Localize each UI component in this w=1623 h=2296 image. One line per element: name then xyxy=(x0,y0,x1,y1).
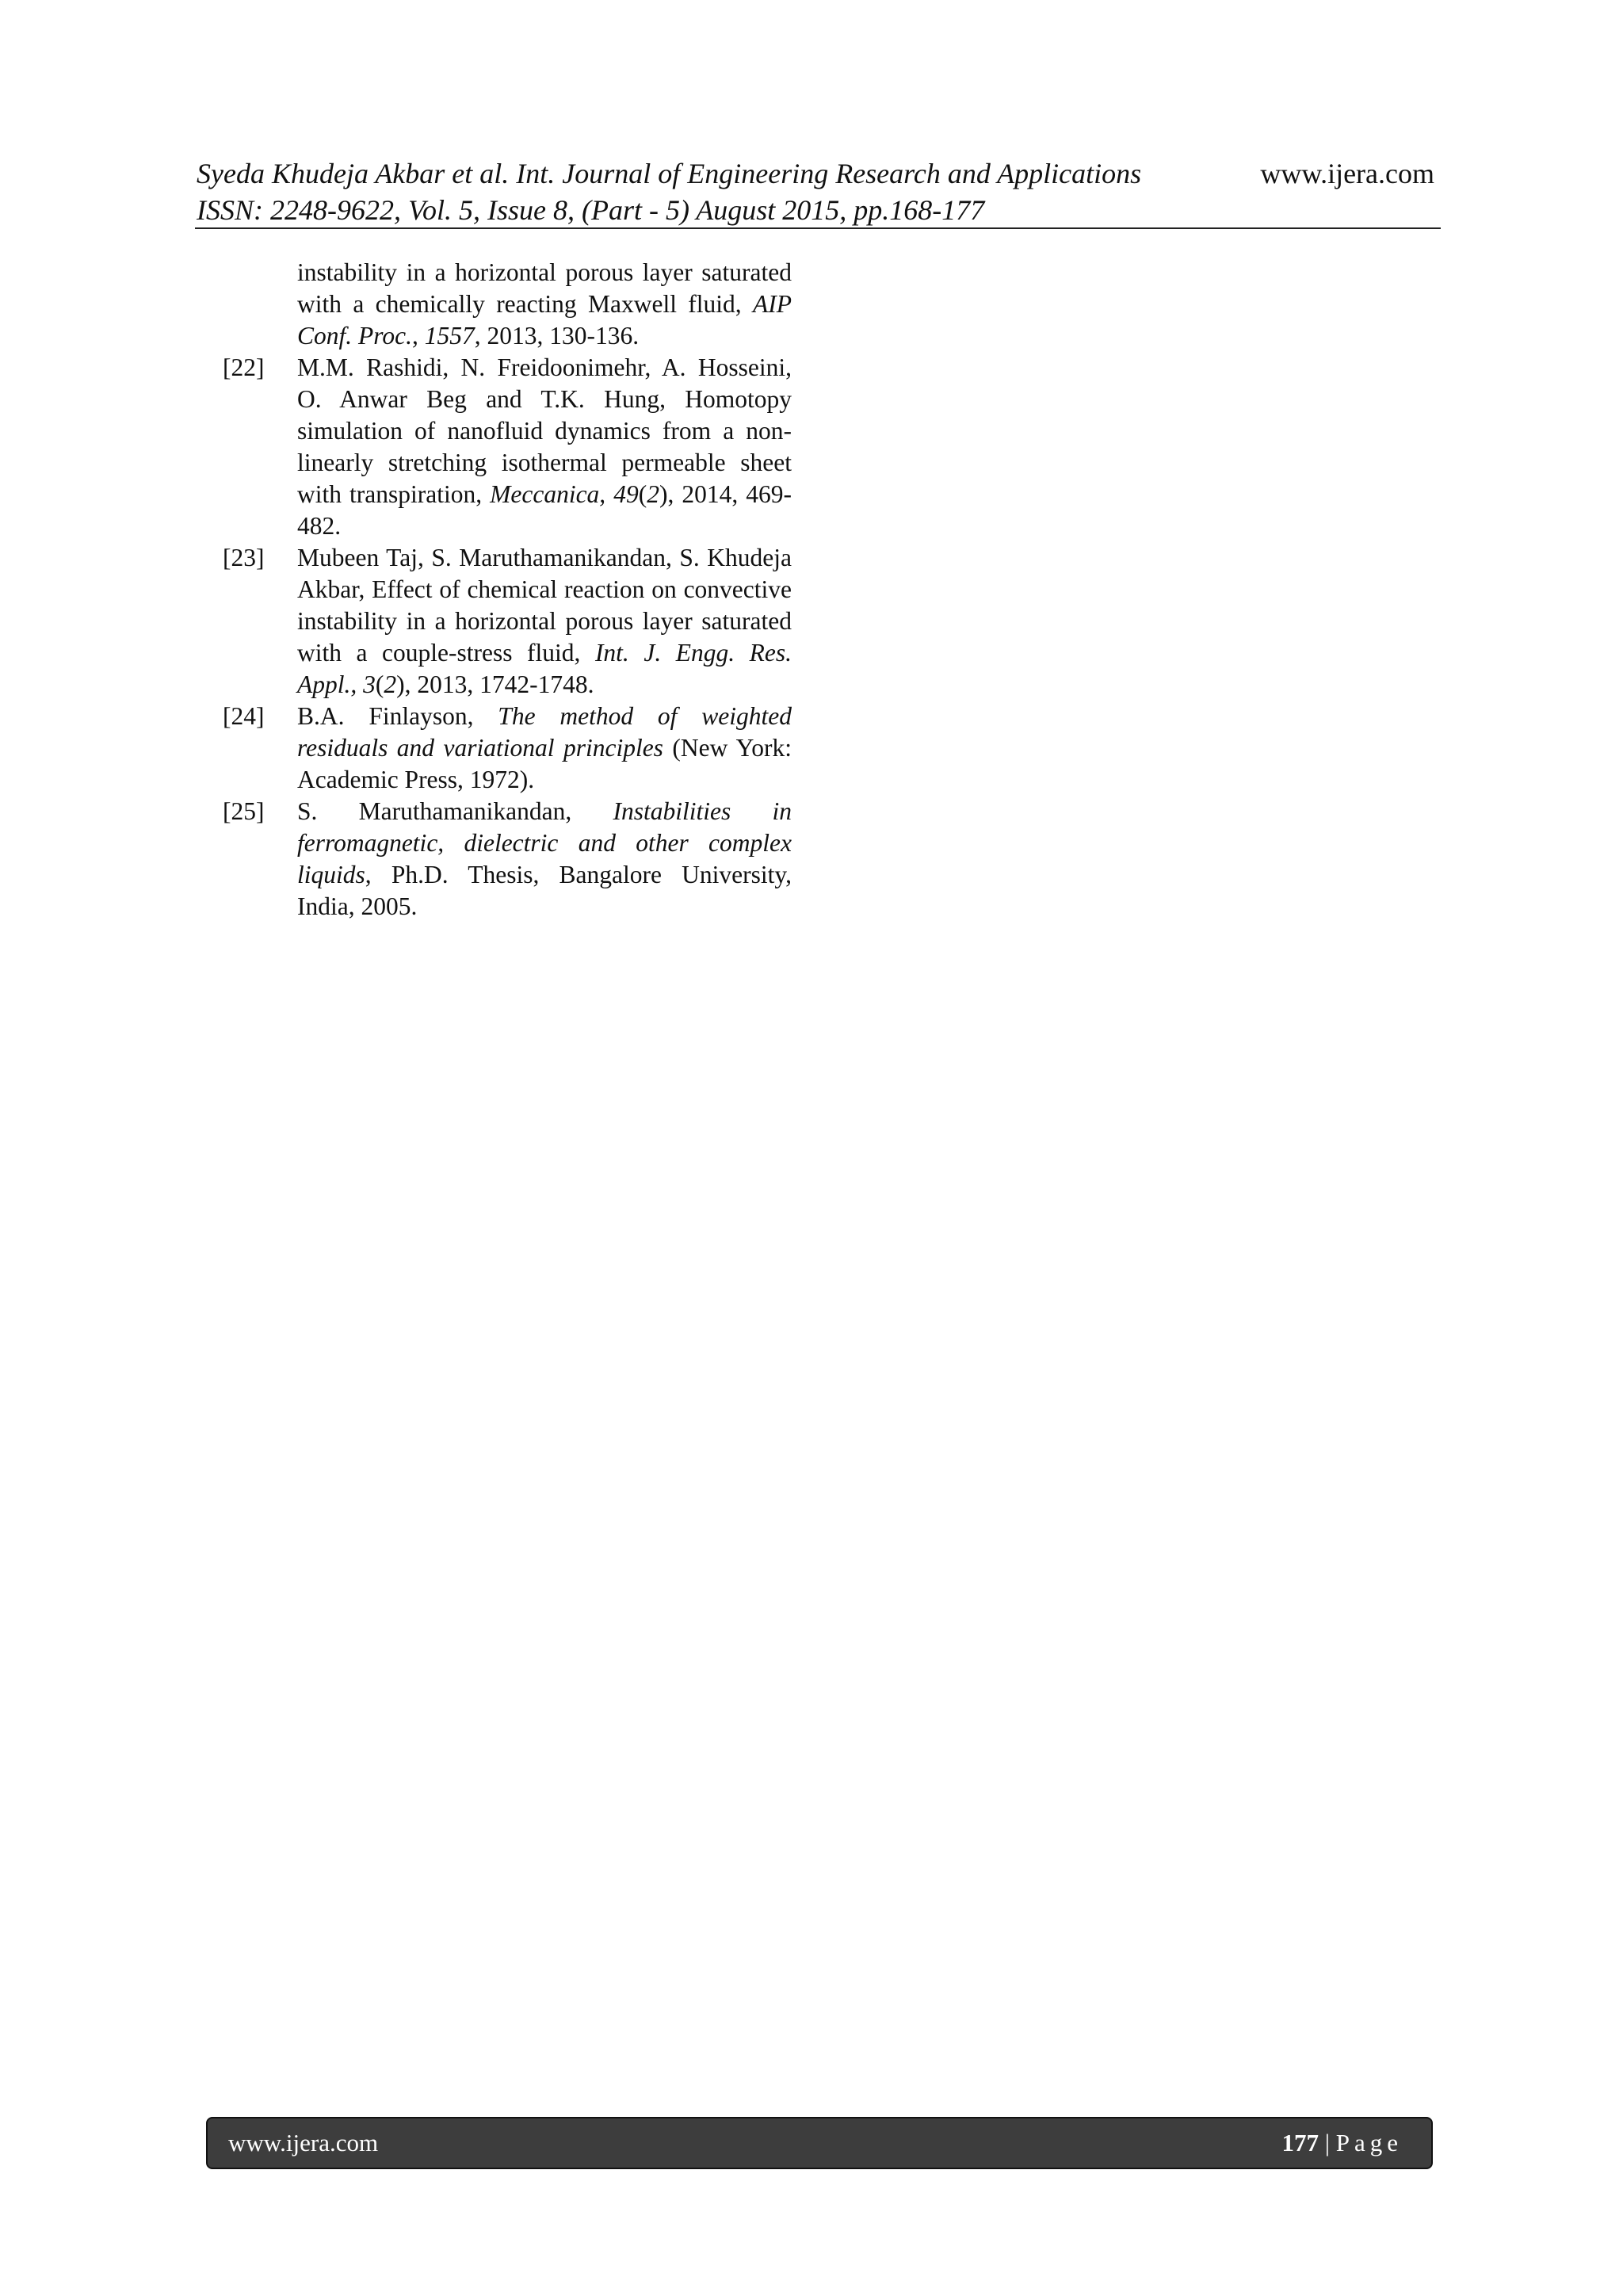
page-separator: | xyxy=(1319,2129,1336,2157)
reference-text: M.M. Rashidi, N. Freidoonimehr, A. Hosseini, O. Anwar Beg and T.K. Hung, Homotopy simulation of nanofluid dynamics from a non-linearly stretching isothermal permeable sheet with transpiration, Meccanica, 49(2), 2014, 469-482. xyxy=(297,353,792,540)
reference-number: [23] xyxy=(223,544,265,571)
header-divider xyxy=(195,227,1441,229)
reference-number: [25] xyxy=(223,797,265,825)
reference-continuation xyxy=(223,257,792,352)
reference-text: B.A. Finlayson, The method of weighted residuals and variational principles (New York: Academic Press, 1972). xyxy=(297,702,792,793)
running-header xyxy=(197,155,1441,228)
reference-item-25 xyxy=(223,796,792,923)
reference-number: [22] xyxy=(223,353,265,381)
footer-page-indicator xyxy=(1282,2129,1403,2157)
reference-item-24 xyxy=(223,701,792,796)
reference-item-22 xyxy=(223,352,792,542)
page-label: Page xyxy=(1335,2129,1403,2157)
footer-website: www.ijera.com xyxy=(228,2129,379,2157)
reference-text: S. Maruthamanikandan, Instabilities in ferromagnetic, dielectric and other complex liquids, Ph.D. Thesis, Bangalore University, India, 2005. xyxy=(297,797,792,920)
reference-number: [24] xyxy=(223,702,265,730)
issn-line: ISSN: 2248-9622, Vol. 5, Issue 8, (Part - 5) August 2015, pp.168-177 xyxy=(197,194,985,226)
reference-item-23 xyxy=(223,542,792,701)
header-website: www.ijera.com xyxy=(1260,158,1434,189)
reference-text: Mubeen Taj, S. Maruthamanikandan, S. Khudeja Akbar, Effect of chemical reaction on convective instability in a horizontal porous layer saturated with a couple-stress fluid, Int. J. Engg. Res. Appl., 3(2), 2013, 1742-1748. xyxy=(297,544,792,698)
journal-title: Syeda Khudeja Akbar et al. Int. Journal of Engineering Research and Applications xyxy=(197,158,1142,189)
page-footer xyxy=(206,2117,1433,2169)
reference-list xyxy=(223,257,792,923)
page-number: 177 xyxy=(1281,2129,1319,2157)
header-line-1 xyxy=(197,155,1441,192)
reference-text: instability in a horizontal porous layer saturated with a chemically reacting Maxwell fluid, AIP Conf. Proc., 1557, 2013, 130-136. xyxy=(297,258,792,350)
